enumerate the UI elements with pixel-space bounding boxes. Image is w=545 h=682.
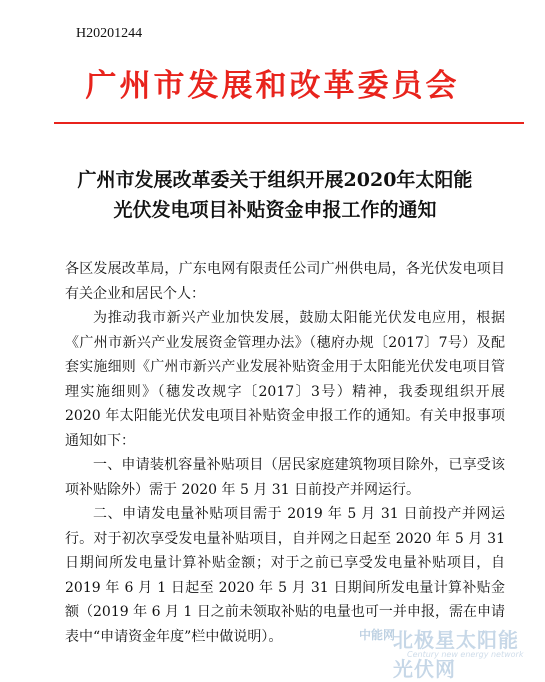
document-number: H20201244 <box>76 26 143 41</box>
item-two-paragraph: 二、申请发电量补贴项目需于 2019 年 5 月 31 日前投产并网运行。对于初次享受发电量补贴项目，自并网之日起至 2020 年 5 月 31 日期间所发电量计算补贴金额；对于之前已享受发电量补贴项目，自 2019 年 6 月 1 日起至 2020 年 5 月 31 日期间所发电量计算补贴金额（2019 年 6 月 1 日之前未领取补贴的电量也可一并申报，需在申请表中“申请资金年度”栏中做说明）。 <box>65 506 505 645</box>
title-line-2: 光伏发电项目补贴资金申报工作的通知 <box>113 199 437 221</box>
salutation-paragraph: 各区发展改革局，广东电网有限责任公司广州供电局，各光伏发电项目有关企业和居民个人： <box>65 261 505 302</box>
watermark <box>359 626 529 681</box>
intro-paragraph: 为推动我市新兴产业加快发展，鼓励太阳能光伏发电应用，根据《广州市新兴产业发展资金管理办法》（穗府办规〔2017〕7号）及配套实施细则《广州市新兴产业发展补贴资金用于太阳能光伏发电项目管理实施细则》（穗发改规字〔2017〕3号）精神，我委现组织开展 2020 年太阳能光伏发电项目补贴资金申报工作的通知。有关申报事项通知如下： <box>65 310 505 449</box>
watermark-subtitle: Century new energy network <box>407 650 524 659</box>
watermark-logo: 中能网 <box>359 628 396 642</box>
watermark-text: 北极星太阳能光伏网 <box>393 628 519 681</box>
document-body <box>65 257 505 649</box>
issuing-organization-header: 广州市发展和改革委员会 <box>85 68 460 104</box>
header-divider <box>54 122 524 124</box>
item-one-paragraph: 一、申请装机容量补贴项目（居民家庭建筑物项目除外，已享受该项补贴除外）需于 2020 年 5 月 31 日前投产并网运行。 <box>65 457 505 498</box>
title-line-1: 广州市发展改革委关于组织开展2020年太阳能 <box>77 169 473 191</box>
document-title <box>40 165 510 225</box>
